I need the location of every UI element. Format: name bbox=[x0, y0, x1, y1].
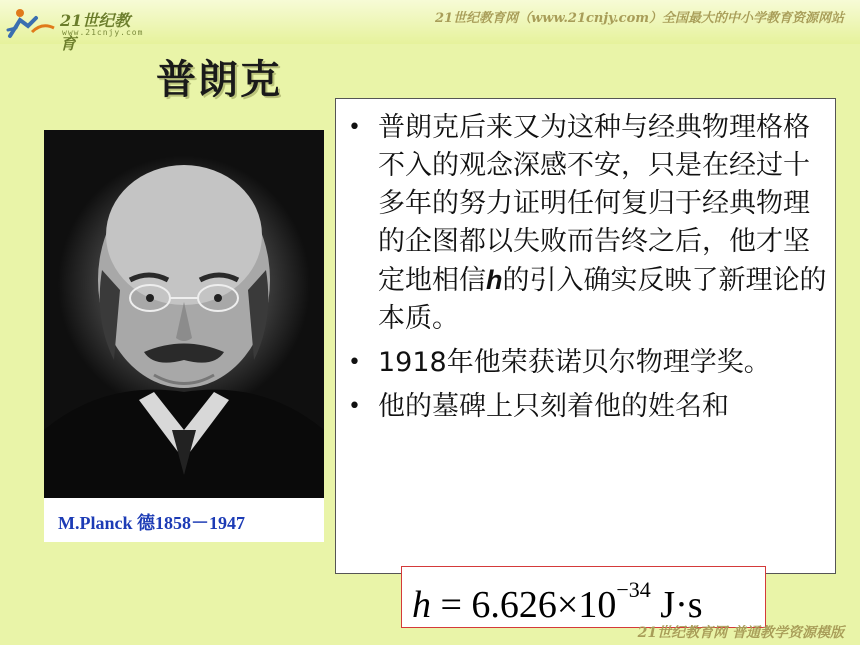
planck-formula bbox=[412, 577, 703, 627]
site-logo[interactable] bbox=[6, 4, 146, 53]
planck-portrait-image bbox=[44, 130, 324, 498]
bullet-list bbox=[336, 99, 835, 426]
logo-text: 21世纪教育 bbox=[60, 11, 131, 53]
bullet-icon: • bbox=[348, 115, 361, 140]
bullet-item bbox=[336, 109, 835, 338]
planck-formula-box bbox=[401, 566, 766, 628]
content-text-box bbox=[335, 98, 836, 574]
bullet-text: 1918年他荣获诺贝尔物理学奖。 bbox=[378, 347, 771, 378]
photo-caption-box bbox=[44, 498, 324, 542]
formula-unit: J·s bbox=[650, 584, 703, 626]
bullet-icon: • bbox=[348, 394, 361, 419]
bullet-text: 普朗克后来又为这种与经典物理格格不入的观念深感不安，只是在经过十多年的努力证明任何复归于经典物理的企图都以失败而告终之后，他才坚定地相信 bbox=[378, 112, 810, 296]
planck-constant-symbol: h bbox=[486, 265, 503, 295]
slide-title: 普朗克 bbox=[156, 56, 282, 103]
bullet-icon: • bbox=[348, 350, 361, 375]
header-bar bbox=[0, 0, 860, 53]
header-banner: 21世纪教育网（www.21cnjy.com）全国最大的中小学教育资源网站 bbox=[435, 11, 844, 26]
footer-text: 21世纪教育网 普通教学资源模版 bbox=[637, 625, 844, 641]
runner-logo-icon bbox=[6, 6, 56, 40]
bullet-item bbox=[336, 344, 835, 382]
portrait-illustration bbox=[44, 130, 324, 498]
photo-caption: M.Planck 德1858－1947 bbox=[58, 513, 245, 533]
formula-lhs: h bbox=[412, 584, 431, 626]
bullet-text-continued: 的引入确实反映了新理论的本质。 bbox=[378, 265, 827, 334]
formula-exponent: −34 bbox=[616, 577, 651, 602]
bullet-item bbox=[336, 388, 835, 426]
logo-url: www.21cnjy.com bbox=[62, 28, 144, 37]
formula-value: = 6.626×10 bbox=[431, 584, 617, 626]
bullet-text: 他的墓碑上只刻着他的姓名和 bbox=[378, 391, 729, 422]
